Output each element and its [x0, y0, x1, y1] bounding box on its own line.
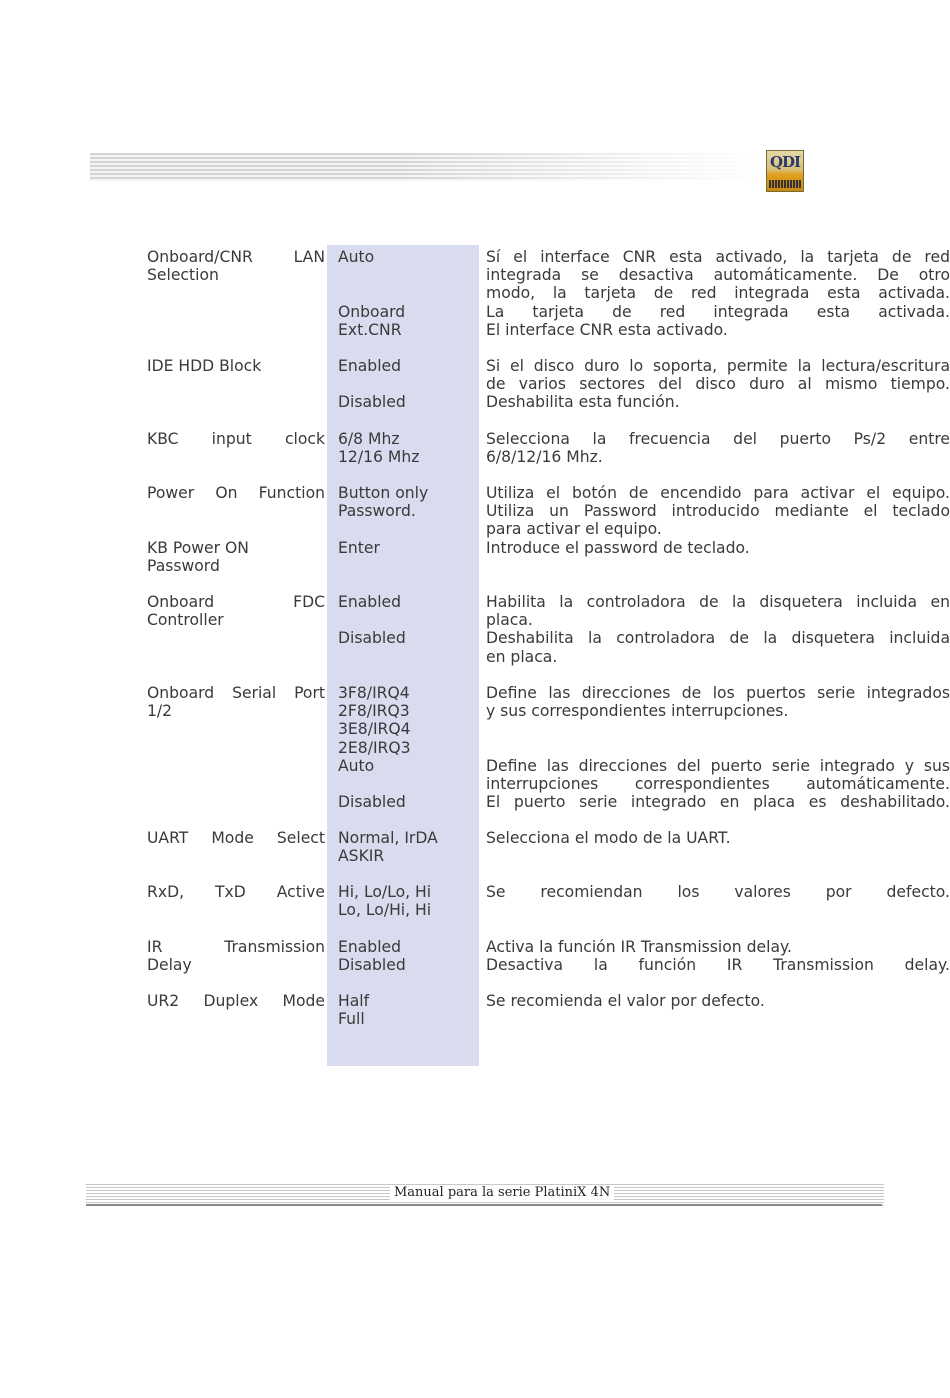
logo-strip: [769, 180, 801, 188]
setting-description-line: de varios sectores del disco duro al mismo tiempo.: [486, 375, 950, 394]
qdi-logo: [766, 150, 804, 192]
setting-option-label: Hi, Lo/Lo, Hi: [338, 883, 432, 901]
setting-option-label: Button only: [338, 484, 429, 502]
setting-name-line: Power On Function: [147, 484, 325, 502]
setting-option: [338, 303, 405, 339]
setting-description-line: Se recomienda el valor por defecto.: [486, 992, 765, 1010]
setting-description: [486, 430, 950, 466]
setting-option: [338, 629, 406, 647]
setting-option-label: Half: [338, 992, 370, 1010]
setting-description-line: 6/8/12/16 Mhz.: [486, 448, 603, 467]
setting-description-line: para activar el equipo.: [486, 520, 662, 539]
setting-option-label: Full: [338, 1010, 365, 1029]
setting-description-line: La tarjeta de red integrada esta activada.: [486, 302, 950, 321]
setting-description-line: Utiliza un Password introducido mediante el teclado: [486, 502, 950, 521]
setting-name: [147, 684, 325, 720]
setting-option-label: Auto: [338, 248, 375, 266]
setting-description: [486, 393, 950, 411]
setting-option-label: Enabled: [338, 593, 402, 611]
setting-description: [486, 539, 950, 557]
setting-option-label: Enter: [338, 539, 380, 557]
setting-option-label: Normal, IrDA: [338, 829, 438, 847]
setting-option: [338, 357, 401, 375]
setting-description-line: Deshabilita esta función.: [486, 393, 680, 412]
setting-description-line: Desactiva la función IR Transmission delay.: [486, 956, 950, 975]
setting-option: [338, 829, 438, 865]
setting-description-line: Deshabilita la controladora de la disquetera incluida: [486, 629, 950, 648]
setting-option: [338, 793, 406, 811]
setting-name-line: KBC input clock: [147, 430, 325, 448]
setting-name: [147, 938, 325, 974]
setting-description-line: en placa.: [486, 647, 558, 666]
logo-text: QDI: [769, 153, 801, 171]
setting-option-label: 2E8/IRQ3: [338, 738, 411, 757]
setting-option-label: Disabled: [338, 629, 406, 648]
setting-name: [147, 883, 325, 901]
setting-option-label: Disabled: [338, 793, 406, 812]
setting-name-line: Password: [147, 557, 220, 576]
setting-option-label: Ext.CNR: [338, 320, 402, 339]
setting-description: [486, 883, 950, 901]
setting-description: [486, 992, 950, 1010]
setting-name-line: Delay: [147, 956, 192, 975]
setting-option-label: Disabled: [338, 956, 406, 975]
setting-description-line: interrupciones correspondientes automáticamente.: [486, 775, 950, 793]
setting-description-line: El puerto serie integrado en placa es deshabilitado.: [486, 793, 950, 812]
setting-name-line: Onboard/CNR LAN: [147, 248, 325, 266]
setting-option: [338, 593, 401, 611]
setting-description-line: Utiliza el botón de encendido para activar el equipo.: [486, 484, 950, 502]
setting-option-label: Enabled: [338, 938, 402, 956]
setting-description: [486, 829, 950, 847]
setting-description-line: modo, la tarjeta de red integrada esta activada.: [486, 284, 950, 303]
setting-name-line: IDE HDD Block: [147, 357, 262, 375]
footer-manual-title: Manual para la serie PlatiniX 4N: [390, 1185, 614, 1201]
setting-option: [338, 938, 406, 974]
setting-option-label: ASKIR: [338, 847, 385, 866]
setting-name-line: Onboard Serial Port: [147, 684, 325, 702]
setting-description: [486, 793, 950, 811]
setting-option: [338, 248, 374, 266]
setting-description: [486, 248, 950, 303]
setting-option: [338, 684, 411, 757]
footer-rule: [86, 1204, 882, 1206]
setting-option: [338, 484, 428, 520]
setting-name: [147, 430, 325, 448]
setting-name-line: Selection: [147, 266, 219, 285]
setting-option-label: Enabled: [338, 357, 402, 375]
setting-description-line: Define las direcciones de los puertos serie integrados: [486, 684, 950, 702]
setting-name-line: Onboard FDC: [147, 593, 325, 611]
setting-option-label: 3F8/IRQ4: [338, 684, 410, 702]
setting-name-line: Controller: [147, 611, 224, 630]
header-decorative-bars: [90, 153, 760, 181]
setting-description-line: Se recomiendan los valores por defecto.: [486, 883, 950, 901]
setting-description-line: Selecciona la frecuencia del puerto Ps/2 entre: [486, 430, 950, 448]
setting-option: [338, 539, 380, 557]
setting-option-label: 6/8 Mhz: [338, 430, 400, 448]
setting-name-line: 1/2: [147, 702, 173, 721]
setting-description-line: Define las direcciones del puerto serie integrado y sus: [486, 756, 950, 775]
setting-option-label: Password.: [338, 502, 416, 521]
setting-option-label: Lo, Lo/Hi, Hi: [338, 901, 432, 920]
setting-name-line: KB Power ON: [147, 539, 249, 557]
setting-description-line: y sus correspondientes interrupciones.: [486, 702, 789, 721]
setting-description: [486, 938, 950, 974]
setting-name-line: UART Mode Select: [147, 829, 325, 847]
setting-description-line: Si el disco duro lo soporta, permite la lectura/escritura: [486, 357, 950, 375]
setting-option-label: 2F8/IRQ3: [338, 702, 410, 721]
setting-option-label: Auto: [338, 756, 375, 775]
setting-option: [338, 430, 419, 466]
setting-name: [147, 248, 325, 284]
setting-option: [338, 992, 369, 1028]
setting-option: [338, 883, 431, 919]
setting-name-line: RxD, TxD Active: [147, 883, 325, 901]
setting-option-label: Onboard: [338, 302, 406, 321]
setting-description-line: Selecciona el modo de la UART.: [486, 829, 731, 847]
setting-name: [147, 829, 325, 847]
setting-description-line: El interface CNR esta activado.: [486, 320, 728, 339]
setting-description: [486, 357, 950, 393]
setting-option-label: Disabled: [338, 393, 406, 412]
setting-option: [338, 757, 374, 775]
setting-name: [147, 992, 325, 1010]
setting-description: [486, 629, 950, 665]
setting-option-label: 12/16 Mhz: [338, 448, 420, 467]
setting-name-line: IR Transmission: [147, 938, 325, 956]
setting-description: [486, 684, 950, 720]
setting-description: [486, 757, 950, 793]
setting-description: [486, 303, 950, 339]
setting-description-line: Activa la función IR Transmission delay.: [486, 938, 792, 956]
setting-description-line: Habilita la controladora de la disquetera incluida en: [486, 593, 950, 611]
setting-name: [147, 539, 325, 575]
setting-name: [147, 357, 325, 375]
setting-description-line: Introduce el password de teclado.: [486, 539, 750, 557]
setting-description: [486, 484, 950, 539]
setting-option: [338, 393, 406, 411]
setting-name: [147, 593, 325, 629]
setting-description-line: placa.: [486, 611, 533, 630]
setting-description-line: Sí el interface CNR esta activado, la tarjeta de red: [486, 248, 950, 266]
setting-description: [486, 593, 950, 629]
setting-name-line: UR2 Duplex Mode: [147, 992, 325, 1010]
setting-name: [147, 484, 325, 502]
setting-description-line: integrada se desactiva automáticamente. De otro: [486, 266, 950, 285]
setting-option-label: 3E8/IRQ4: [338, 720, 411, 739]
